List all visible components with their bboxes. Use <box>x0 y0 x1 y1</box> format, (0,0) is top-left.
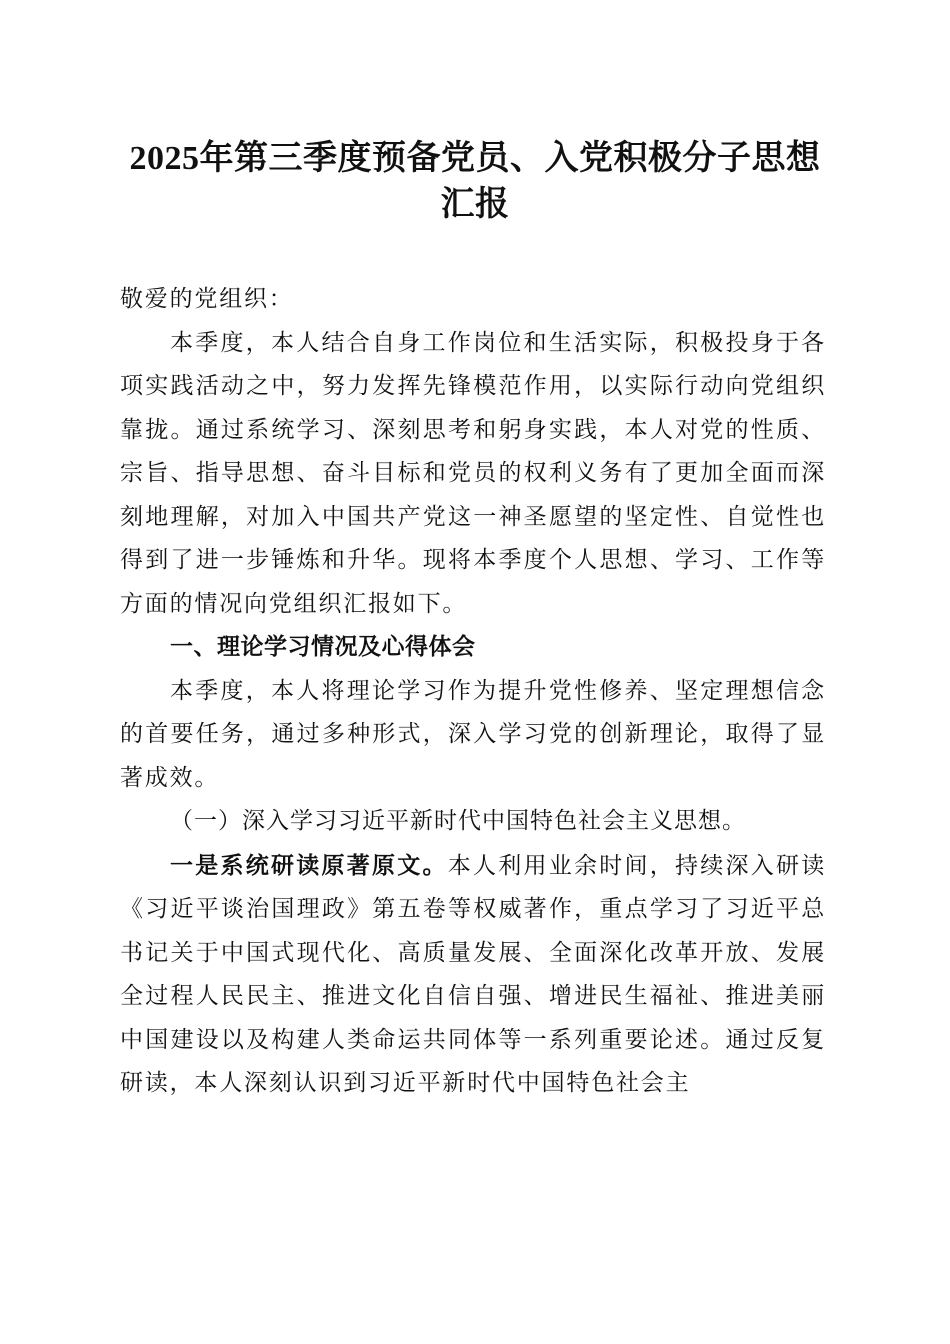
document-body <box>120 278 826 1106</box>
point-lead: 一是系统研读原著原文。 <box>170 851 448 879</box>
point-body: 本人利用业余时间，持续深入研读《习近平谈治国理政》第五卷等权威著作，重点学习了习近平总书记关于中国式现代化、高质量发展、全面深化改革开放、发展全过程人民民主、推进文化自信自强、增进民生福祉、推进美丽中国建设以及构建人类命运共同体等一系列重要论述。通过反复研读，本人深刻认识到习近平新时代中国特色社会主 <box>120 852 826 1096</box>
point-paragraph <box>120 844 826 1106</box>
document-title: 2025年第三季度预备党员、入党积极分子思想汇报 <box>129 140 821 223</box>
subsection-heading: （一）深入学习习近平新时代中国特色社会主义思想。 <box>170 808 746 834</box>
section-heading: 一、理论学习情况及心得体会 <box>170 634 476 660</box>
intro-paragraph: 本季度，本人结合自身工作岗位和生活实际，积极投身于各项实践活动之中，努力发挥先锋模范作用，以实际行动向党组织靠拢。通过系统学习、深刻思考和躬身实践，本人对党的性质、宗旨、指导思想、奋斗目标和党员的权利义务有了更加全面而深刻地理解，对加入中国共产党这一神圣愿望的坚定性、自觉性也得到了进一步锤炼和升华。现将本季度个人思想、学习、工作等方面的情况向党组织汇报如下。 <box>120 329 826 617</box>
section-paragraph: 本季度，本人将理论学习作为提升党性修养、坚定理想信念的首要任务，通过多种形式，深入学习党的创新理论，取得了显著成效。 <box>120 677 826 791</box>
salutation: 敬爱的党组织： <box>120 286 294 312</box>
